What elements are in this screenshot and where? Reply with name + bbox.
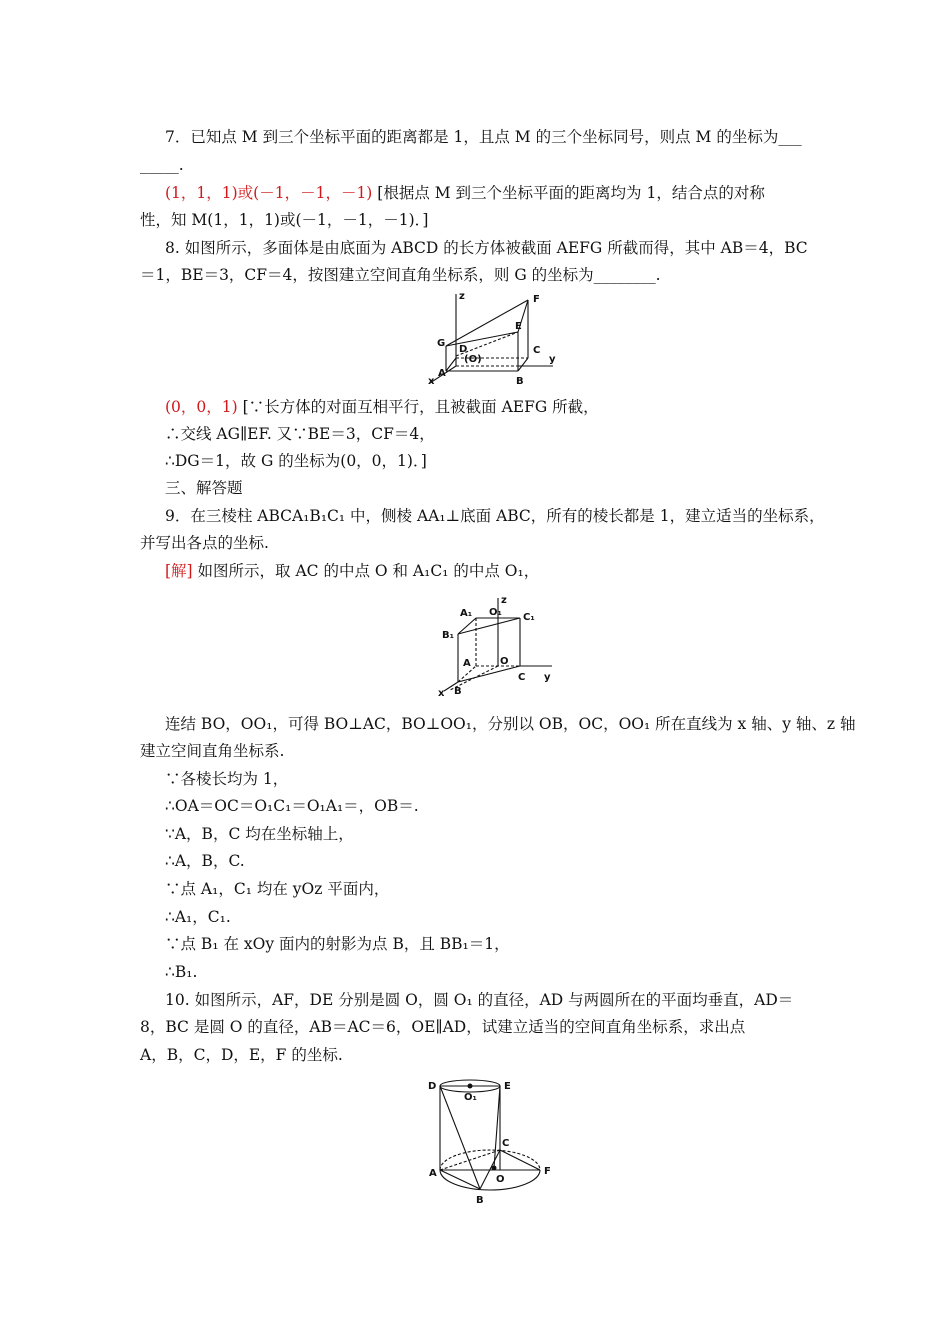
q8-label-g: G <box>437 338 446 349</box>
q9-line2: 并写出各点的坐标. <box>140 534 269 552</box>
q8-line1: 8. 如图所示，多面体是由底面为 ABCD 的长方体被截面 AEFG 所截而得，其中 AB＝4，BC <box>165 239 808 257</box>
q8-label-c: C <box>533 345 541 356</box>
q8-figure <box>418 288 568 388</box>
q7-line2: _____. <box>140 156 184 174</box>
q9-label-a: A <box>463 658 471 669</box>
q8-label-y: y <box>549 354 556 365</box>
q10-label-b: B <box>476 1195 484 1206</box>
q8-answer-line <box>165 394 845 420</box>
q10-label-d: D <box>428 1081 437 1092</box>
q10-label-o: O <box>496 1174 505 1185</box>
q9-jie: [解] <box>165 562 193 580</box>
q8-label-d: D <box>459 344 468 355</box>
q9-sol-5: ∴OA＝OC＝O₁C₁＝O₁A₁＝，OB＝. <box>165 797 419 815</box>
q9-label-o1: O₁ <box>489 607 502 618</box>
q9-sol-1: 如图所示，取 AC 的中点 O 和 A₁C₁ 的中点 O₁， <box>192 562 540 580</box>
q7-answer-line1 <box>165 180 845 206</box>
q10-line2: 8，BC 是圆 O 的直径，AB＝AC＝6，OE∥AD，试建立适当的空间直角坐标系，求出点 <box>140 1018 746 1036</box>
q9-sol-8: ∵点 A₁，C₁ 均在 yOz 平面内， <box>165 880 390 898</box>
q8-label-z: z <box>459 291 465 302</box>
q10-figure <box>422 1072 562 1212</box>
q10-label-e: E <box>504 1081 511 1092</box>
q9-label-o: O <box>500 656 509 667</box>
q9-sol-10: ∵点 B₁ 在 xOy 面内的射影为点 B，且 BB₁＝1， <box>165 935 510 953</box>
q10-label-f: F <box>544 1166 551 1177</box>
q9-sol-4: ∵各棱长均为 1， <box>165 770 289 788</box>
q9-sol-2: 连结 BO，OO₁，可得 BO⊥AC，BO⊥OO₁，分别以 OB，OC，OO₁ 所在直线为 x 轴、y 轴、z 轴 <box>165 715 856 733</box>
q7-answer: (1，1，1)或(－1，－1，－1) <box>165 184 373 202</box>
q9-label-c: C <box>518 672 526 683</box>
q8-line2: ＝1，BE＝3，CF＝4，按图建立空间直角坐标系，则 G 的坐标为________. <box>140 266 661 284</box>
q8-explain-2: ∴交线 AG∥EF. 又∵BE＝3，CF＝4， <box>165 425 435 443</box>
q10-label-o1: O₁ <box>464 1092 477 1103</box>
q9-label-z: z <box>501 595 507 606</box>
q9-label-b1: B₁ <box>442 630 455 641</box>
q9-label-b: B <box>454 686 462 697</box>
q8-answer: (0，0，1) <box>165 398 238 416</box>
q8-explain-3: ∴DG＝1，故 G 的坐标为(0，0，1)．] <box>165 452 427 470</box>
q10-line3: A，B，C，D，E，F 的坐标. <box>140 1046 343 1064</box>
q9-label-y: y <box>544 672 551 683</box>
q8-label-b: B <box>516 376 524 387</box>
q8-label-x: x <box>428 376 435 387</box>
q9-sol-6: ∵A，B，C 均在坐标轴上， <box>165 825 354 843</box>
q9-sol-7: ∴A，B，C. <box>165 852 245 870</box>
q7-explain-1: [根据点 M 到三个坐标平面的距离均为 1，结合点的对称 <box>372 184 765 202</box>
q9-label-a1: A₁ <box>460 608 473 619</box>
q8-label-o: (O) <box>464 354 482 365</box>
q10-line1: 10. 如图所示，AF，DE 分别是圆 O，圆 O₁ 的直径，AD 与两圆所在的平面均垂直，AD＝ <box>165 991 794 1009</box>
section-heading: 三、解答题 <box>165 479 243 497</box>
q8-label-e: E <box>515 321 522 332</box>
q9-sol-11: ∴B₁. <box>165 963 198 981</box>
q8-explain-1: [∵长方体的对面互相平行，且被截面 AEFG 所截， <box>237 398 599 416</box>
q8-label-a: A <box>438 368 446 379</box>
q10-label-c: C <box>502 1138 510 1149</box>
q9-solution-start <box>165 558 845 584</box>
q8-label-f: F <box>533 294 540 305</box>
q7-line1: 7．已知点 M 到三个坐标平面的距离都是 1，且点 M 的三个坐标同号，则点 M 的坐标为___ <box>165 128 802 146</box>
q10-label-a: A <box>429 1168 437 1179</box>
q9-line1: 9．在三棱柱 ABCA₁B₁C₁ 中，侧棱 AA₁⊥底面 ABC，所有的棱长都是 1，建立适当的坐标系， <box>165 507 825 525</box>
q9-sol-9: ∴A₁，C₁. <box>165 908 231 926</box>
q9-figure <box>430 594 560 698</box>
q9-label-c1: C₁ <box>523 612 535 623</box>
q9-label-x: x <box>438 688 445 698</box>
q9-sol-3: 建立空间直角坐标系. <box>140 742 285 760</box>
q7-explain-2: 性，知 M(1，1，1)或(－1，－1，－1)．] <box>140 211 429 229</box>
